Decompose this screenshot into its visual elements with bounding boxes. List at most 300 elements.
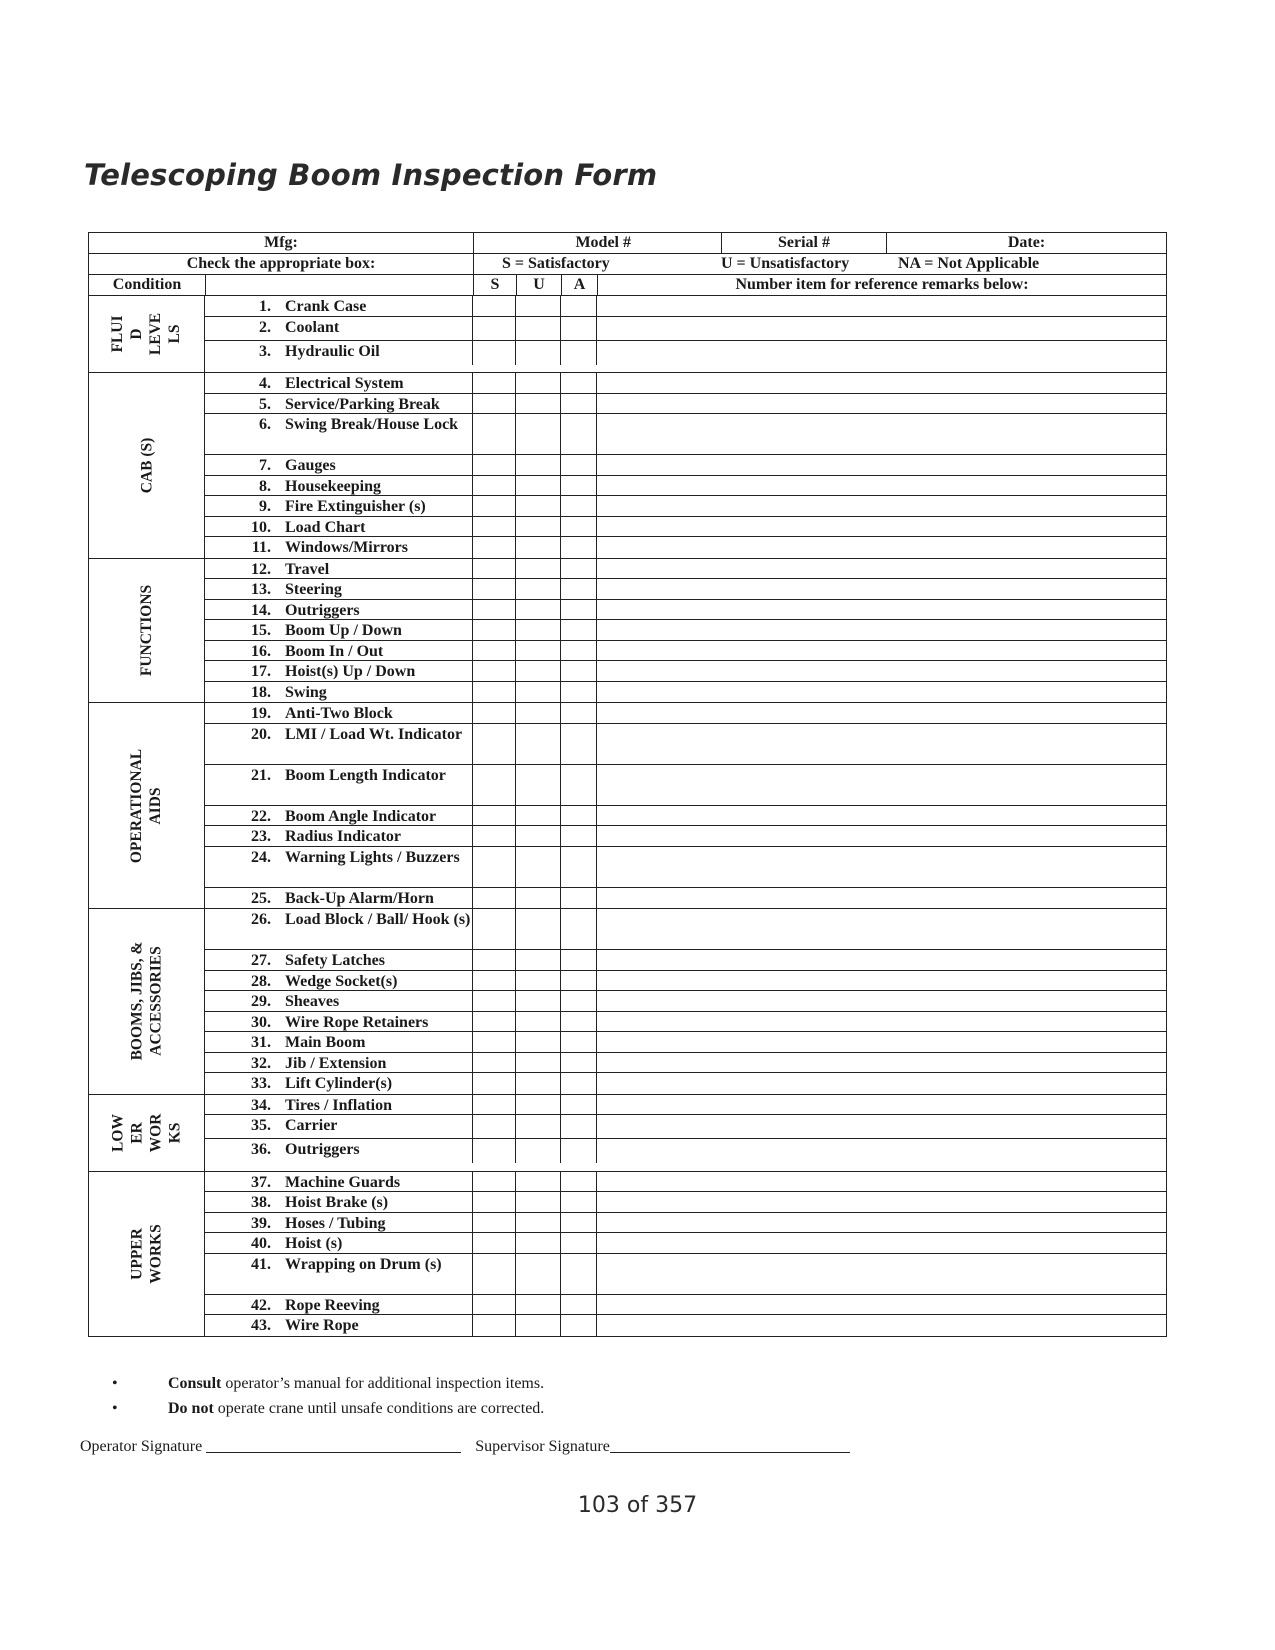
a-checkbox-cell[interactable] [561, 414, 597, 454]
u-checkbox-cell[interactable] [516, 641, 561, 661]
s-checkbox-cell[interactable] [473, 661, 516, 681]
s-checkbox-cell[interactable] [473, 476, 516, 496]
remarks-cell[interactable] [597, 1115, 1166, 1138]
supervisor-signature-line[interactable] [610, 1438, 850, 1453]
s-checkbox-cell[interactable] [473, 1139, 516, 1163]
checklist-row [205, 724, 1166, 765]
s-checkbox-cell[interactable] [473, 1053, 516, 1073]
item-label: Anti-Two Block [285, 705, 393, 722]
checklist-item [205, 620, 473, 640]
checklist-item [205, 909, 473, 949]
a-checkbox-cell[interactable] [561, 971, 597, 991]
u-checkbox-cell[interactable] [516, 991, 561, 1011]
item-label: Warning Lights / Buzzers [285, 848, 460, 866]
checklist-row [205, 1295, 1166, 1316]
remarks-cell[interactable] [597, 765, 1166, 805]
remarks-cell[interactable] [597, 496, 1166, 516]
a-checkbox-cell[interactable] [561, 455, 597, 475]
s-checkbox-cell[interactable] [473, 1095, 516, 1115]
a-checkbox-cell[interactable] [561, 341, 597, 365]
item-number: 18. [251, 683, 271, 701]
s-checkbox-cell[interactable] [473, 888, 516, 909]
a-checkbox-cell[interactable] [561, 559, 597, 579]
condition-section [89, 703, 1166, 909]
legend-unsatisfactory: U = Unsatisfactory [721, 255, 850, 272]
item-label: Hoist (s) [285, 1235, 343, 1252]
remarks-cell[interactable] [597, 537, 1166, 558]
a-checkbox-cell[interactable] [561, 991, 597, 1011]
item-label: Load Chart [285, 518, 366, 536]
condition-label-text: OPERATIONAL AIDS [128, 748, 165, 863]
a-column-header: A [561, 275, 597, 295]
checklist-row [205, 455, 1166, 476]
condition-label [89, 909, 205, 1094]
item-label: Wire Rope [285, 1317, 359, 1334]
s-checkbox-cell[interactable] [473, 1213, 516, 1233]
s-checkbox-cell[interactable] [473, 537, 516, 558]
s-checkbox-cell[interactable] [473, 579, 516, 599]
item-label: Machine Guards [285, 1173, 401, 1191]
a-checkbox-cell[interactable] [561, 600, 597, 620]
remarks-cell[interactable] [597, 682, 1166, 703]
item-number: 11. [251, 539, 271, 556]
item-number: 35. [251, 1117, 271, 1134]
u-checkbox-cell[interactable] [516, 1213, 561, 1233]
s-checkbox-cell[interactable] [473, 394, 516, 414]
remarks-cell[interactable] [597, 317, 1166, 340]
a-checkbox-cell[interactable] [561, 888, 597, 909]
header-row-3 [89, 275, 1166, 296]
item-label: Service/Parking Break [285, 395, 440, 413]
remarks-cell[interactable] [597, 600, 1166, 620]
item-number: 27. [251, 952, 271, 969]
a-checkbox-cell[interactable] [561, 517, 597, 537]
a-checkbox-cell[interactable] [561, 1032, 597, 1052]
remarks-cell[interactable] [597, 559, 1166, 579]
a-checkbox-cell[interactable] [561, 826, 597, 846]
checklist-item [205, 455, 473, 475]
a-checkbox-cell[interactable] [561, 1315, 597, 1336]
note-item [112, 1396, 544, 1421]
s-checkbox-cell[interactable] [473, 1192, 516, 1212]
a-checkbox-cell[interactable] [561, 1095, 597, 1115]
remarks-cell[interactable] [597, 414, 1166, 454]
header-row-1 [89, 233, 1166, 254]
checklist-row [205, 971, 1166, 992]
s-checkbox-cell[interactable] [473, 517, 516, 537]
remarks-cell[interactable] [597, 950, 1166, 970]
a-checkbox-cell[interactable] [561, 1012, 597, 1032]
s-checkbox-cell[interactable] [473, 1315, 516, 1336]
remarks-cell[interactable] [597, 1073, 1166, 1094]
s-checkbox-cell[interactable] [473, 559, 516, 579]
item-number: 32. [251, 1054, 271, 1072]
checklist-row [205, 1053, 1166, 1074]
note-text: operate crane until unsafe conditions are corrected. [213, 1400, 545, 1417]
sections-body [89, 296, 1166, 1336]
bullet-icon: • [112, 1375, 118, 1392]
u-checkbox-cell[interactable] [516, 1095, 561, 1115]
checklist-item [205, 950, 473, 970]
condition-label-text: FLUI D LEVE LS [109, 312, 184, 356]
a-checkbox-cell[interactable] [561, 373, 597, 393]
u-checkbox-cell[interactable] [516, 476, 561, 496]
a-checkbox-cell[interactable] [561, 1295, 597, 1315]
u-checkbox-cell[interactable] [516, 517, 561, 537]
remarks-cell[interactable] [597, 888, 1166, 909]
checklist-row [205, 317, 1166, 341]
u-checkbox-cell[interactable] [516, 1254, 561, 1294]
u-checkbox-cell[interactable] [516, 341, 561, 365]
item-number: 20. [251, 725, 271, 743]
item-label: Hydraulic Oil [285, 342, 380, 360]
s-checkbox-cell[interactable] [473, 703, 516, 723]
u-checkbox-cell[interactable] [516, 559, 561, 579]
a-checkbox-cell[interactable] [561, 1115, 597, 1138]
remarks-cell[interactable] [597, 909, 1166, 949]
remarks-header: Number item for reference remarks below: [597, 275, 1166, 295]
condition-label-text: LOW ER WOR KS [109, 1113, 184, 1152]
checklist-item [205, 971, 473, 991]
s-checkbox-cell[interactable] [473, 296, 516, 316]
remarks-cell[interactable] [597, 476, 1166, 496]
u-checkbox-cell[interactable] [516, 888, 561, 909]
item-label: Electrical System [285, 375, 404, 392]
a-checkbox-cell[interactable] [561, 476, 597, 496]
remarks-cell[interactable] [597, 1192, 1166, 1212]
a-checkbox-cell[interactable] [561, 1192, 597, 1212]
checklist-item [205, 1213, 473, 1233]
checklist-item [205, 517, 473, 537]
remarks-cell[interactable] [597, 806, 1166, 826]
item-number: 17. [251, 663, 271, 680]
u-checkbox-cell[interactable] [516, 724, 561, 764]
item-number: 1. [259, 298, 271, 315]
item-label: Main Boom [285, 1034, 366, 1051]
remarks-cell[interactable] [597, 373, 1166, 393]
item-label: Load Block / Ball/ Hook (s) [285, 911, 471, 928]
u-checkbox-cell[interactable] [516, 1315, 561, 1336]
checklist-row [205, 559, 1166, 580]
checklist-item [205, 661, 473, 681]
checklist-item [205, 847, 473, 887]
remarks-cell[interactable] [597, 1233, 1166, 1253]
checklist-item [205, 600, 473, 620]
s-checkbox-cell[interactable] [473, 1012, 516, 1032]
u-checkbox-cell[interactable] [516, 1233, 561, 1253]
u-checkbox-cell[interactable] [516, 317, 561, 340]
checklist-item [205, 826, 473, 846]
s-checkbox-cell[interactable] [473, 826, 516, 846]
a-checkbox-cell[interactable] [561, 1213, 597, 1233]
a-checkbox-cell[interactable] [561, 496, 597, 516]
remarks-cell[interactable] [597, 847, 1166, 887]
item-number: 9. [259, 498, 271, 515]
legend-satisfactory: S = Satisfactory [473, 254, 721, 274]
s-checkbox-cell[interactable] [473, 765, 516, 805]
a-checkbox-cell[interactable] [561, 537, 597, 558]
checklist-row [205, 765, 1166, 806]
remarks-cell[interactable] [597, 394, 1166, 414]
remarks-cell[interactable] [597, 1012, 1166, 1032]
s-checkbox-cell[interactable] [473, 806, 516, 826]
u-checkbox-cell[interactable] [516, 1139, 561, 1163]
u-checkbox-cell[interactable] [516, 765, 561, 805]
a-checkbox-cell[interactable] [561, 661, 597, 681]
legend-not-applicable: NA = Not Applicable [898, 255, 1040, 272]
item-label: Boom In / Out [285, 642, 384, 660]
condition-label [89, 1172, 205, 1336]
remarks-cell[interactable] [597, 455, 1166, 475]
a-checkbox-cell[interactable] [561, 1254, 597, 1294]
checklist-row [205, 641, 1166, 662]
item-label: Boom Angle Indicator [285, 807, 437, 825]
u-checkbox-cell[interactable] [516, 620, 561, 640]
a-checkbox-cell[interactable] [561, 317, 597, 340]
checklist-row [205, 341, 1166, 365]
item-label: Carrier [285, 1117, 338, 1134]
checklist-item [205, 476, 473, 496]
checklist-row [205, 1012, 1166, 1033]
condition-section [89, 1172, 1166, 1336]
checklist-item [205, 682, 473, 703]
a-checkbox-cell[interactable] [561, 806, 597, 826]
checklist-item [205, 641, 473, 661]
u-checkbox-cell[interactable] [516, 1295, 561, 1315]
s-checkbox-cell[interactable] [473, 847, 516, 887]
s-checkbox-cell[interactable] [473, 950, 516, 970]
a-checkbox-cell[interactable] [561, 1053, 597, 1073]
u-checkbox-cell[interactable] [516, 414, 561, 454]
page-title: Telescoping Boom Inspection Form [84, 158, 658, 192]
item-number: 25. [251, 889, 271, 907]
item-label: Tires / Inflation [285, 1096, 392, 1114]
date-field[interactable]: Date: [886, 233, 1166, 253]
checklist-row [205, 537, 1166, 558]
a-checkbox-cell[interactable] [561, 394, 597, 414]
checklist-row [205, 888, 1166, 909]
bullet-icon: • [112, 1400, 118, 1417]
u-checkbox-cell[interactable] [516, 600, 561, 620]
a-checkbox-cell[interactable] [561, 950, 597, 970]
checklist-item [205, 806, 473, 826]
checklist-row [205, 620, 1166, 641]
remarks-cell[interactable] [597, 724, 1166, 764]
u-checkbox-cell[interactable] [516, 296, 561, 316]
u-checkbox-cell[interactable] [516, 1192, 561, 1212]
checklist-item [205, 1095, 473, 1115]
item-number: 24. [251, 848, 271, 866]
u-checkbox-cell[interactable] [516, 1053, 561, 1073]
item-label: Travel [285, 560, 330, 578]
u-checkbox-cell[interactable] [516, 826, 561, 846]
remarks-cell[interactable] [597, 703, 1166, 723]
item-label: Fire Extinguisher (s) [285, 498, 426, 515]
s-checkbox-cell[interactable] [473, 1254, 516, 1294]
s-checkbox-cell[interactable] [473, 1073, 516, 1094]
checklist-row [205, 1233, 1166, 1254]
s-checkbox-cell[interactable] [473, 724, 516, 764]
item-number: 41. [251, 1255, 271, 1273]
remarks-cell[interactable] [597, 341, 1166, 365]
remarks-cell[interactable] [597, 1254, 1166, 1294]
checklist-item [205, 991, 473, 1011]
serial-field[interactable]: Serial # [721, 233, 886, 253]
u-checkbox-cell[interactable] [516, 909, 561, 949]
u-column-header: U [516, 275, 561, 295]
checklist-item [205, 724, 473, 764]
s-checkbox-cell[interactable] [473, 971, 516, 991]
a-checkbox-cell[interactable] [561, 1073, 597, 1094]
checklist-row [205, 806, 1166, 827]
a-checkbox-cell[interactable] [561, 703, 597, 723]
checklist-item [205, 1012, 473, 1032]
checklist-row [205, 517, 1166, 538]
u-checkbox-cell[interactable] [516, 579, 561, 599]
checklist-row [205, 1032, 1166, 1053]
s-checkbox-cell[interactable] [473, 1115, 516, 1138]
item-number: 5. [259, 395, 271, 413]
remarks-cell[interactable] [597, 826, 1166, 846]
u-checkbox-cell[interactable] [516, 1073, 561, 1094]
remarks-cell[interactable] [597, 1213, 1166, 1233]
a-checkbox-cell[interactable] [561, 765, 597, 805]
item-number: 19. [251, 705, 271, 722]
u-checkbox-cell[interactable] [516, 1172, 561, 1192]
u-checkbox-cell[interactable] [516, 703, 561, 723]
remarks-cell[interactable] [597, 1295, 1166, 1315]
item-number: 3. [259, 342, 271, 360]
condition-section [89, 909, 1166, 1095]
u-checkbox-cell[interactable] [516, 537, 561, 558]
condition-label [89, 703, 205, 908]
a-checkbox-cell[interactable] [561, 620, 597, 640]
condition-label [89, 1095, 205, 1171]
a-checkbox-cell[interactable] [561, 909, 597, 949]
checklist-item [205, 341, 473, 365]
s-checkbox-cell[interactable] [473, 1295, 516, 1315]
check-box-instruction: Check the appropriate box: [186, 255, 376, 272]
a-checkbox-cell[interactable] [561, 641, 597, 661]
u-checkbox-cell[interactable] [516, 394, 561, 414]
remarks-cell[interactable] [597, 1172, 1166, 1192]
checklist-row [205, 496, 1166, 517]
a-checkbox-cell[interactable] [561, 1233, 597, 1253]
a-checkbox-cell[interactable] [561, 1139, 597, 1163]
u-checkbox-cell[interactable] [516, 455, 561, 475]
u-checkbox-cell[interactable] [516, 806, 561, 826]
remarks-cell[interactable] [597, 641, 1166, 661]
s-checkbox-cell[interactable] [473, 620, 516, 640]
u-checkbox-cell[interactable] [516, 950, 561, 970]
remarks-cell[interactable] [597, 1095, 1166, 1115]
remarks-cell[interactable] [597, 620, 1166, 640]
s-checkbox-cell[interactable] [473, 1032, 516, 1052]
a-checkbox-cell[interactable] [561, 847, 597, 887]
s-checkbox-cell[interactable] [473, 1172, 516, 1192]
operator-signature-label: Operator Signature [80, 1438, 203, 1455]
s-checkbox-cell[interactable] [473, 496, 516, 516]
item-label: Back-Up Alarm/Horn [285, 889, 434, 907]
u-checkbox-cell[interactable] [516, 847, 561, 887]
remarks-cell[interactable] [597, 579, 1166, 599]
u-checkbox-cell[interactable] [516, 682, 561, 703]
s-checkbox-cell[interactable] [473, 682, 516, 703]
u-checkbox-cell[interactable] [516, 1115, 561, 1138]
checklist-row [205, 661, 1166, 682]
checklist-row [205, 394, 1166, 415]
checklist-item [205, 1073, 473, 1094]
item-number: 28. [251, 972, 271, 990]
s-checkbox-cell[interactable] [473, 414, 516, 454]
a-checkbox-cell[interactable] [561, 682, 597, 703]
remarks-cell[interactable] [597, 991, 1166, 1011]
remarks-cell[interactable] [597, 1032, 1166, 1052]
u-checkbox-cell[interactable] [516, 496, 561, 516]
item-label: Swing Break/House Lock [285, 416, 459, 433]
a-checkbox-cell[interactable] [561, 296, 597, 316]
operator-signature-line[interactable] [206, 1438, 461, 1453]
a-checkbox-cell[interactable] [561, 1172, 597, 1192]
checklist-row [205, 1213, 1166, 1234]
u-checkbox-cell[interactable] [516, 661, 561, 681]
u-checkbox-cell[interactable] [516, 373, 561, 393]
item-number: 26. [251, 911, 271, 928]
checklist-item [205, 888, 473, 909]
remarks-cell[interactable] [597, 971, 1166, 991]
s-checkbox-cell[interactable] [473, 909, 516, 949]
s-checkbox-cell[interactable] [473, 1233, 516, 1253]
remarks-cell[interactable] [597, 296, 1166, 316]
checklist-row [205, 682, 1166, 703]
item-label: Steering [285, 581, 342, 598]
checklist-item [205, 537, 473, 558]
checklist-item [205, 559, 473, 579]
u-checkbox-cell[interactable] [516, 1012, 561, 1032]
s-checkbox-cell[interactable] [473, 373, 516, 393]
s-checkbox-cell[interactable] [473, 341, 516, 365]
mfg-field[interactable]: Mfg: [264, 234, 298, 251]
item-number: 14. [251, 601, 271, 619]
s-checkbox-cell[interactable] [473, 991, 516, 1011]
a-checkbox-cell[interactable] [561, 724, 597, 764]
s-checkbox-cell[interactable] [473, 317, 516, 340]
item-label: Wire Rope Retainers [285, 1013, 429, 1031]
checklist-item [205, 1032, 473, 1052]
checklist-row [205, 991, 1166, 1012]
s-checkbox-cell[interactable] [473, 455, 516, 475]
checklist-item [205, 1053, 473, 1073]
item-number: 8. [259, 477, 271, 495]
remarks-cell[interactable] [597, 661, 1166, 681]
u-checkbox-cell[interactable] [516, 1032, 561, 1052]
a-checkbox-cell[interactable] [561, 579, 597, 599]
model-field[interactable]: Model # [473, 233, 721, 253]
checklist-row [205, 1315, 1166, 1336]
u-checkbox-cell[interactable] [516, 971, 561, 991]
checklist-item [205, 296, 473, 316]
remarks-cell[interactable] [597, 517, 1166, 537]
remarks-cell[interactable] [597, 1315, 1166, 1336]
item-label: Swing [285, 683, 327, 701]
item-label: Hoist(s) Up / Down [285, 663, 416, 680]
remarks-cell[interactable] [597, 1053, 1166, 1073]
s-checkbox-cell[interactable] [473, 600, 516, 620]
s-checkbox-cell[interactable] [473, 641, 516, 661]
remarks-cell[interactable] [597, 1139, 1166, 1163]
condition-section [89, 559, 1166, 704]
checklist-row [205, 703, 1166, 724]
